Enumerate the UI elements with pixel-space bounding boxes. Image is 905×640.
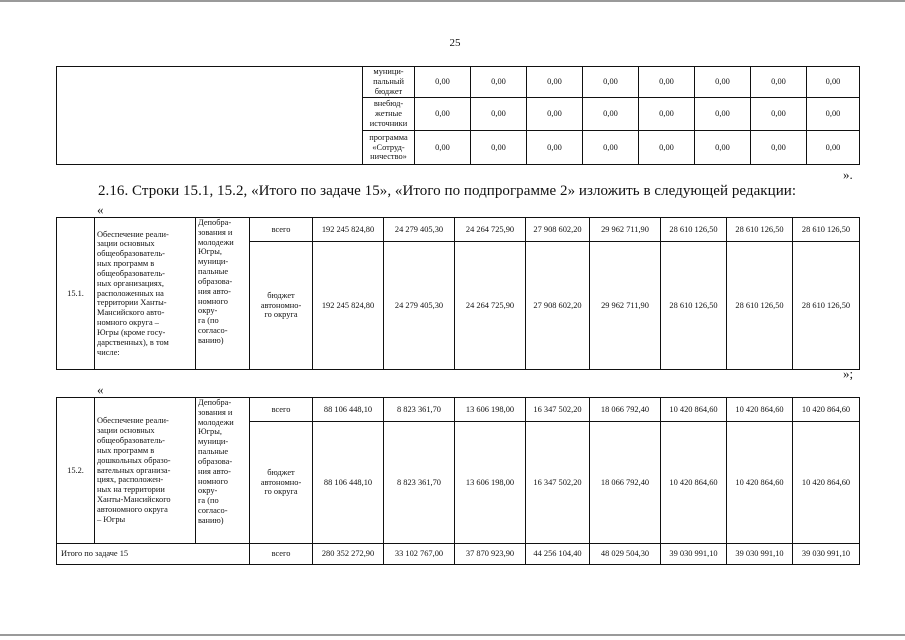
table-cell: 18 066 792,40 <box>590 398 661 422</box>
table-cell: 28 610 126,50 <box>727 218 793 242</box>
closing-quote-block1: »; <box>843 366 854 381</box>
row-15-1-table <box>56 217 860 370</box>
table-cell: 27 908 602,20 <box>526 242 590 370</box>
scan-edge-bottom <box>0 634 905 636</box>
opening-quote-block2: « <box>97 382 104 397</box>
table-cell: 0,00 <box>415 131 471 165</box>
row-15-2-table <box>56 397 860 565</box>
table-cell: 0,00 <box>527 98 583 131</box>
table-cell: 10 420 864,60 <box>661 422 727 544</box>
table-cell: 24 264 725,90 <box>455 242 526 370</box>
table-cell: 0,00 <box>415 98 471 131</box>
table-cell: 0,00 <box>527 67 583 98</box>
table-cell: 88 106 448,10 <box>313 398 384 422</box>
table-cell: 0,00 <box>695 98 751 131</box>
opening-quote-block1: « <box>97 202 104 217</box>
source-district-budget: бюджет автономно- го округа <box>250 242 313 370</box>
source-cooperation-program: программа «Сотруд- ничество» <box>363 131 415 165</box>
closing-quote-top: ». <box>843 167 853 182</box>
table-cell: 0,00 <box>807 67 860 98</box>
table-cell: 28 610 126,50 <box>793 218 860 242</box>
table-cell: 192 245 824,80 <box>313 218 384 242</box>
table-cell: 39 030 991,10 <box>793 544 860 565</box>
table-cell: 39 030 991,10 <box>661 544 727 565</box>
source-municipal-budget: муници- пальный бюджет <box>363 67 415 98</box>
table-cell: 0,00 <box>807 98 860 131</box>
table-cell: 0,00 <box>695 131 751 165</box>
table-cell: 0,00 <box>527 131 583 165</box>
source-total: всего <box>250 544 313 565</box>
source-total: всего <box>250 218 313 242</box>
table-cell: 8 823 361,70 <box>384 422 455 544</box>
table-cell: 0,00 <box>751 131 807 165</box>
row-number: 15.1. <box>57 218 95 370</box>
table-cell: 24 279 405,30 <box>384 242 455 370</box>
table-cell: 10 420 864,60 <box>793 422 860 544</box>
section-heading: 2.16. Строки 15.1, 15.2, «Итого по задаче 15», «Итого по подпрограмме 2» изложить в следующей редакции: <box>98 183 797 199</box>
table-cell: 16 347 502,20 <box>526 422 590 544</box>
table-cell: 27 908 602,20 <box>526 218 590 242</box>
activity-name: Обеспечение реали- зации основных общеобразователь- ных программ в дошкольных образо- вательных организа- циях, расположен- ных на территории Ханты-Мансийского автономного округа – Югры <box>95 398 196 544</box>
table-cell: 10 420 864,60 <box>727 422 793 544</box>
table-cell: 8 823 361,70 <box>384 398 455 422</box>
table-cell: 10 420 864,60 <box>661 398 727 422</box>
table-cell: 280 352 272,90 <box>313 544 384 565</box>
table-cell: 10 420 864,60 <box>727 398 793 422</box>
scan-edge-top <box>0 0 905 2</box>
table-cell: 24 279 405,30 <box>384 218 455 242</box>
row-number: 15.2. <box>57 398 95 544</box>
table-cell: 28 610 126,50 <box>661 218 727 242</box>
table-cell: 0,00 <box>471 98 527 131</box>
total-task-15-label: Итого по задаче 15 <box>57 544 250 565</box>
table-cell: 13 606 198,00 <box>455 422 526 544</box>
table-cell: 24 264 725,90 <box>455 218 526 242</box>
table-cell: 16 347 502,20 <box>526 398 590 422</box>
table-cell: 29 962 711,90 <box>590 218 661 242</box>
table-cell: 0,00 <box>471 67 527 98</box>
table-cell: 0,00 <box>583 131 639 165</box>
source-district-budget: бюджет автономно- го округа <box>250 422 313 544</box>
table-cell: 10 420 864,60 <box>793 398 860 422</box>
table-cell: 0,00 <box>471 131 527 165</box>
page-number: 25 <box>449 37 461 49</box>
table-cell: 0,00 <box>695 67 751 98</box>
table-cell: 13 606 198,00 <box>455 398 526 422</box>
top-continuation-table <box>56 66 860 165</box>
table-cell: 0,00 <box>639 131 695 165</box>
table-cell: 48 029 504,30 <box>590 544 661 565</box>
table-cell: 28 610 126,50 <box>793 242 860 370</box>
table-cell: 28 610 126,50 <box>661 242 727 370</box>
table-cell: 88 106 448,10 <box>313 422 384 544</box>
table-cell: 0,00 <box>415 67 471 98</box>
table-cell: 0,00 <box>751 67 807 98</box>
table-cell: 39 030 991,10 <box>727 544 793 565</box>
responsible-executor: Депобра- зования и молодежи Югры, муници- пальные образова- ния авто- номного окру- га (по согласо- ванию) <box>196 398 250 544</box>
table-cell: 37 870 923,90 <box>455 544 526 565</box>
table-cell: 0,00 <box>583 98 639 131</box>
table-cell: 0,00 <box>639 98 695 131</box>
table-cell: 33 102 767,00 <box>384 544 455 565</box>
table-cell: 192 245 824,80 <box>313 242 384 370</box>
activity-name: Обеспечение реали- зации основных общеобразователь- ных программ в общеобразователь- ных организациях, расположенных на территории Ханты- Мансийского авто- номного округа – Югры (кроме госу- дарственных), в том числе: <box>95 218 196 370</box>
merged-empty-cell <box>57 67 363 165</box>
table-cell: 28 610 126,50 <box>727 242 793 370</box>
table-cell: 0,00 <box>807 131 860 165</box>
table-cell: 0,00 <box>751 98 807 131</box>
responsible-executor: Депобра- зования и молодежи Югры, муници- пальные образова- ния авто- номного окру- га (по согласо- ванию) <box>196 218 250 370</box>
source-total: всего <box>250 398 313 422</box>
table-cell: 0,00 <box>583 67 639 98</box>
table-cell: 0,00 <box>639 67 695 98</box>
table-cell: 18 066 792,40 <box>590 422 661 544</box>
table-cell: 44 256 104,40 <box>526 544 590 565</box>
table-cell: 29 962 711,90 <box>590 242 661 370</box>
source-extrabudgetary: внебюд- жетные источники <box>363 98 415 131</box>
